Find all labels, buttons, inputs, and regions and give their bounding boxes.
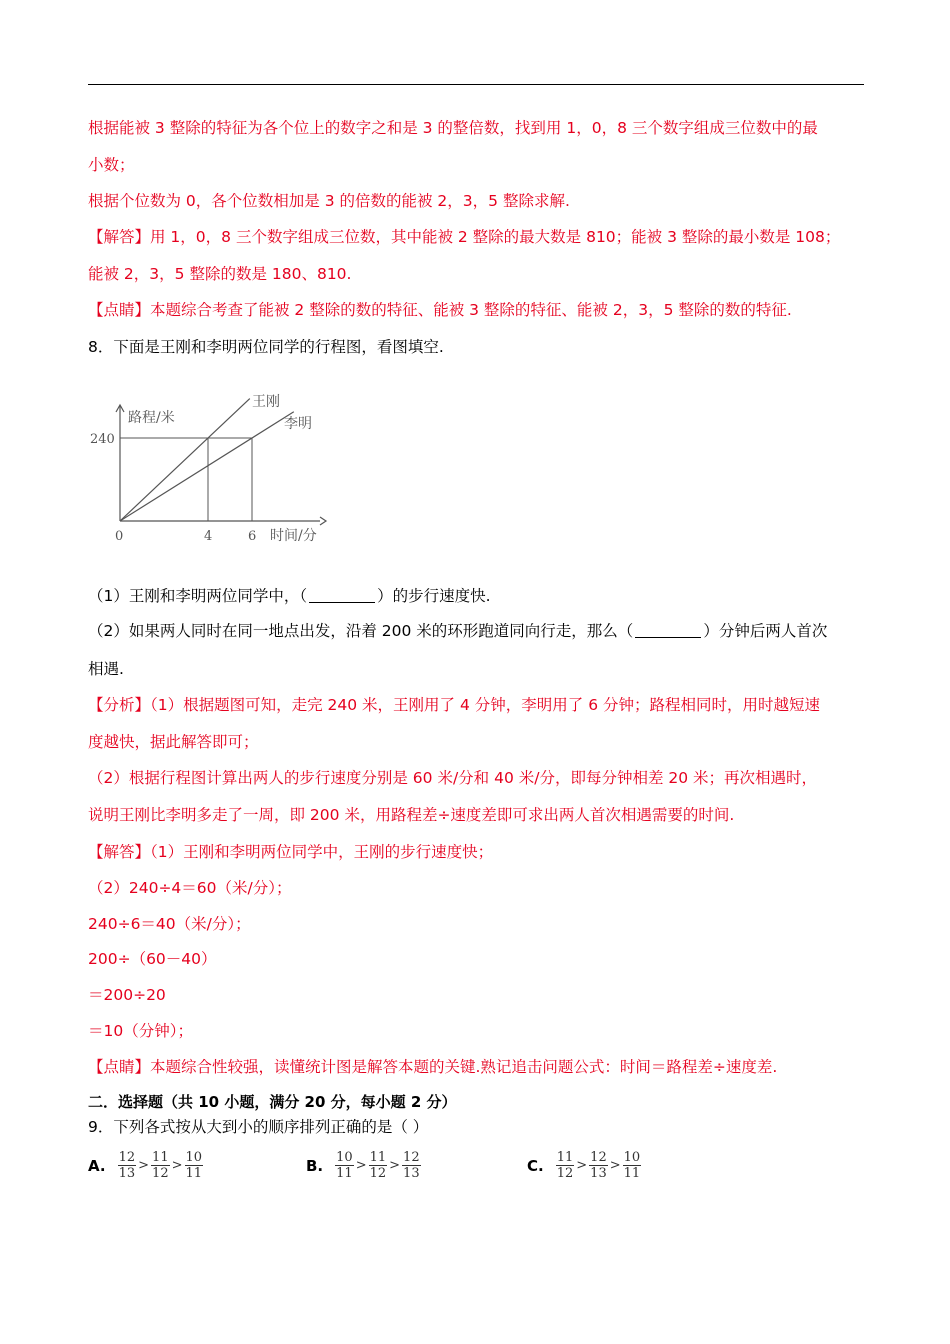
analysis-8-line-3: （2）根据行程图计算出两人的步行速度分别是 60 米/分和 40 米/分，即每分钟相差 20 米；再次相遇时， xyxy=(88,769,818,787)
numerator: 10 xyxy=(336,1150,353,1165)
numerator: 11 xyxy=(369,1150,387,1165)
y-axis-label: 路程/米 xyxy=(128,410,175,426)
x-tick-6: 6 xyxy=(248,529,257,544)
analysis-line-3: 根据个位数为 0，各个位数相加是 3 的倍数的能被 2，3，5 整除求解. xyxy=(88,192,570,210)
analysis-8-line-1: 【分析】（1）根据题图可知，走完 240 米，王刚用了 4 分钟，李明用了 6 分钟；路程相同时，用时越短速 xyxy=(88,696,820,714)
numerator: 10 xyxy=(623,1150,641,1165)
answer-blank-2[interactable] xyxy=(635,623,701,638)
denominator: 13 xyxy=(590,1166,607,1181)
greater-than: > xyxy=(576,1158,588,1173)
greater-than: > xyxy=(138,1158,150,1173)
option-label: B. xyxy=(306,1156,324,1175)
comment-line: 【点睛】本题综合考查了能被 2 整除的数的特征、能被 3 整除的特征、能被 2，3，5 整除的数的特征. xyxy=(88,301,792,319)
fraction xyxy=(185,1150,204,1181)
question-8-part-2-cont: 相遇. xyxy=(88,660,124,678)
numerator: 11 xyxy=(556,1150,574,1165)
fraction xyxy=(623,1150,642,1181)
q8-2-suffix: ）分钟后两人首次 xyxy=(703,622,828,640)
header-rule xyxy=(88,84,864,85)
section-2-title: 二．选择题（共 10 小题，满分 20 分，每小题 2 分） xyxy=(88,1093,457,1111)
denominator: 12 xyxy=(152,1166,169,1181)
answer-line-2: 能被 2，3，5 整除的数是 180、810. xyxy=(88,265,352,283)
greater-than: > xyxy=(171,1158,183,1173)
denominator: 13 xyxy=(118,1166,136,1181)
answer-8-line-5: ＝200÷20 xyxy=(88,986,166,1004)
option-b[interactable] xyxy=(306,1150,421,1181)
denominator: 13 xyxy=(403,1166,420,1181)
x-tick-4: 4 xyxy=(204,529,213,544)
question-8-part-2 xyxy=(88,621,827,641)
y-tick-240: 240 xyxy=(90,432,115,447)
option-label: C. xyxy=(527,1156,544,1175)
numerator: 11 xyxy=(152,1150,169,1165)
fraction xyxy=(335,1150,354,1181)
question-9: 9．下列各式按从大到小的顺序排列正确的是（ ） xyxy=(88,1118,429,1136)
fraction xyxy=(589,1150,608,1181)
denominator: 12 xyxy=(556,1166,574,1181)
numerator: 10 xyxy=(185,1150,203,1165)
fraction xyxy=(369,1150,388,1181)
fraction xyxy=(118,1150,137,1181)
greater-than: > xyxy=(355,1158,367,1173)
numerator: 12 xyxy=(590,1150,607,1165)
numerator: 12 xyxy=(118,1150,136,1165)
answer-8-line-1: 【解答】（1）王刚和李明两位同学中，王刚的步行速度快； xyxy=(88,843,494,861)
answer-line-1: 【解答】用 1，0，8 三个数字组成三位数，其中能被 2 整除的最大数是 810；能被 3 整除的最小数是 108； xyxy=(88,228,841,246)
denominator: 12 xyxy=(369,1166,387,1181)
numerator: 12 xyxy=(403,1150,420,1165)
answer-8-line-2: （2）240÷4＝60（米/分）； xyxy=(88,879,292,897)
comment-8-line: 【点睛】本题综合性较强，读懂统计图是解答本题的关键.熟记追击问题公式：时间＝路程差÷速度差. xyxy=(88,1058,778,1076)
denominator: 11 xyxy=(336,1166,353,1181)
analysis-8-line-2: 度越快，据此解答即可； xyxy=(88,733,259,751)
series-label-0: 王刚 xyxy=(252,394,280,410)
option-a[interactable] xyxy=(88,1150,203,1181)
answer-8-line-3: 240÷6＝40（米/分）； xyxy=(88,915,251,933)
q8-1-prefix: （1）王刚和李明两位同学中，（ xyxy=(88,587,308,605)
fraction xyxy=(556,1150,575,1181)
answer-blank-1[interactable] xyxy=(309,588,375,603)
x-axis-arrow xyxy=(320,517,326,525)
denominator: 11 xyxy=(623,1166,641,1181)
option-c[interactable] xyxy=(527,1150,641,1181)
question-8-part-1 xyxy=(88,586,491,606)
fraction xyxy=(151,1150,170,1181)
x-tick-0: 0 xyxy=(115,529,124,544)
series-label-1: 李明 xyxy=(284,416,312,432)
x-axis-label: 时间/分 xyxy=(270,528,317,544)
series-line-1 xyxy=(120,412,294,521)
analysis-line-1: 根据能被 3 整除的特征为各个位上的数字之和是 3 的整倍数，找到用 1，0，8 三个数字组成三位数中的最 xyxy=(88,119,818,137)
fraction xyxy=(402,1150,421,1181)
q8-1-suffix: ）的步行速度快. xyxy=(377,587,491,605)
greater-than: > xyxy=(389,1158,401,1173)
answer-8-line-4: 200÷（60－40） xyxy=(88,950,217,968)
q8-2-prefix: （2）如果两人同时在同一地点出发，沿着 200 米的环形跑道同向行走，那么（ xyxy=(88,622,634,640)
analysis-8-line-4: 说明王刚比李明多走了一周，即 200 米，用路程差÷速度差即可求出两人首次相遇需要的时间. xyxy=(88,806,735,824)
denominator: 11 xyxy=(185,1166,203,1181)
analysis-line-2: 小数； xyxy=(88,156,135,174)
answer-8-line-6: ＝10（分钟）； xyxy=(88,1022,193,1040)
greater-than: > xyxy=(609,1158,621,1173)
travel-graph xyxy=(86,384,336,554)
option-label: A. xyxy=(88,1156,106,1175)
question-8: 8．下面是王刚和李明两位同学的行程图，看图填空. xyxy=(88,338,444,356)
